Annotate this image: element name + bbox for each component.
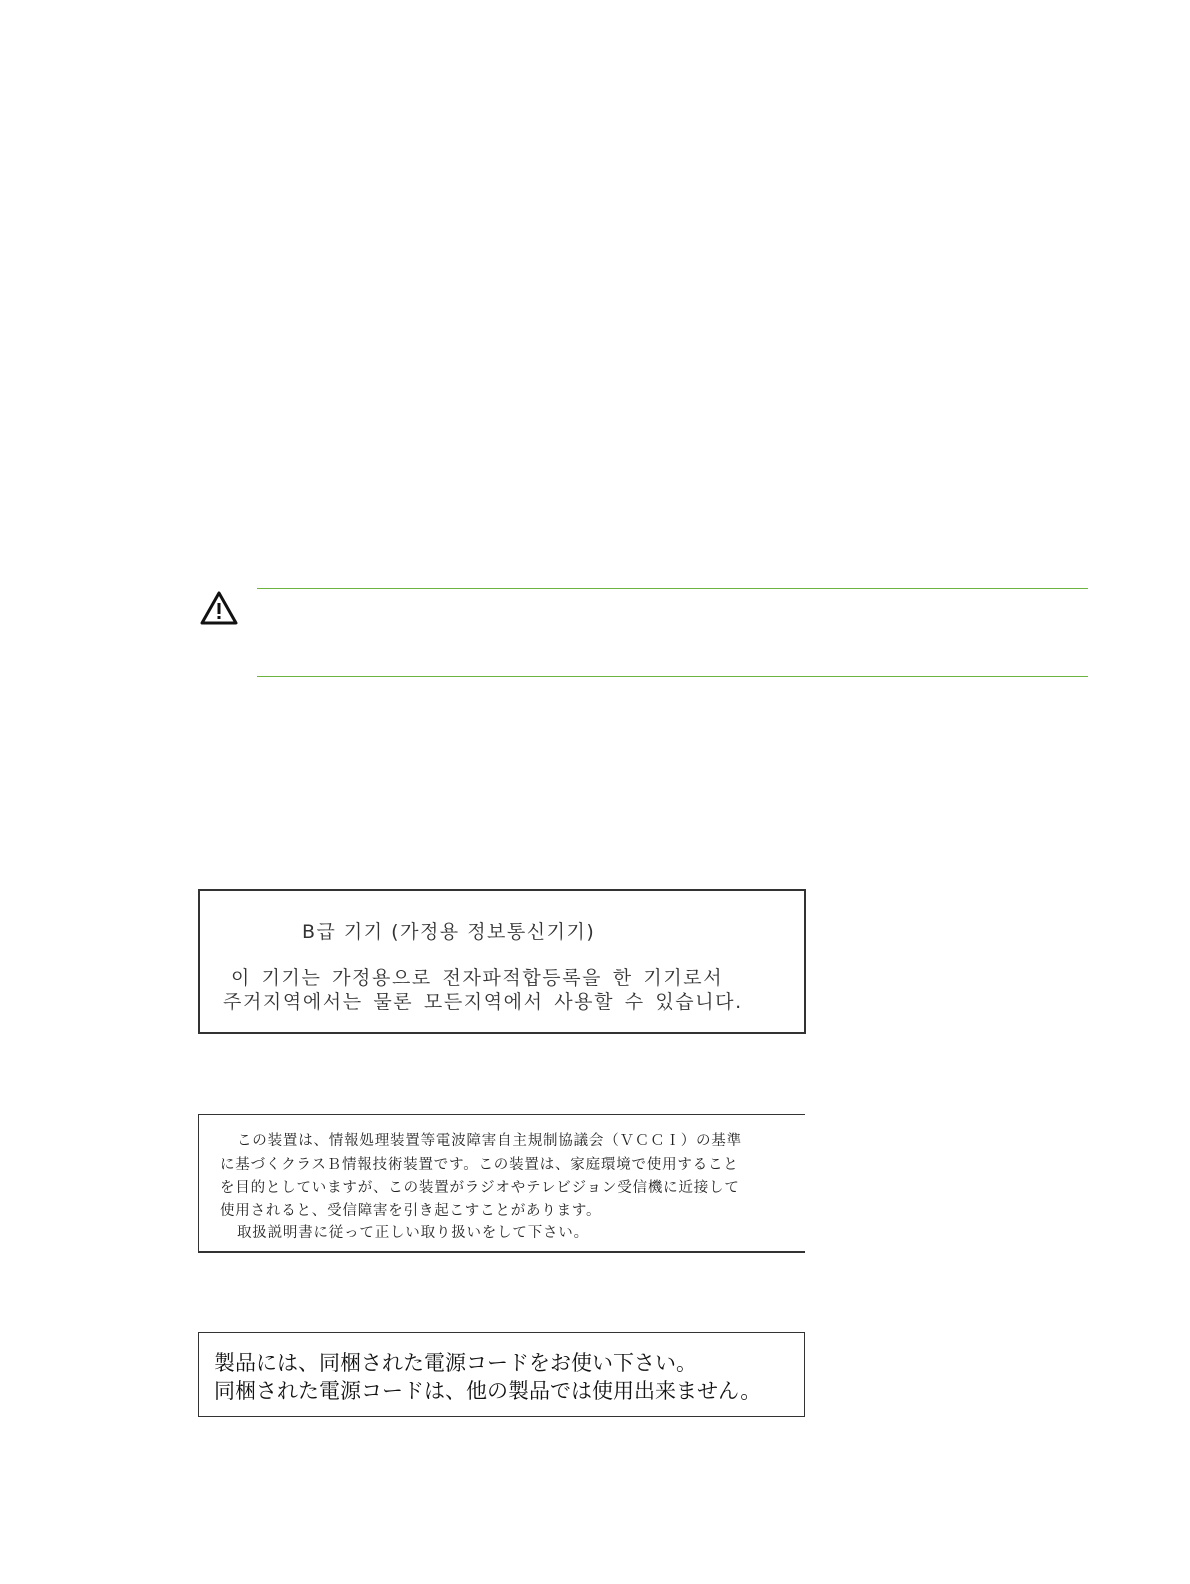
power-cord-notice-line: 製品には、同梱された電源コードをお使い下さい。: [214, 1351, 697, 1375]
power-cord-notice-box: [198, 1332, 805, 1417]
korean-notice-line: 이 기기는 가정용으로 전자파적합등록을 한 기기로서: [231, 967, 724, 989]
vcci-notice-line: に基づくクラスＢ情報技術装置です。この装置は、家庭環境で使用すること: [220, 1157, 739, 1173]
warning-rule-bottom: [257, 676, 1088, 677]
korean-notice-title: B급 기기 (가정용 정보통신기기): [302, 921, 596, 943]
warning-rule-top: [257, 588, 1088, 589]
vcci-notice-line: 取扱説明書に従って正しい取り扱いをして下さい。: [237, 1225, 589, 1241]
warning-icon: [199, 590, 239, 626]
power-cord-notice-line: 同梱された電源コードは、他の製品では使用出来ません。: [214, 1379, 762, 1403]
vcci-notice-line: 使用されると、受信障害を引き起こすことがあります。: [220, 1203, 602, 1219]
korean-notice-box: [198, 889, 806, 1034]
korean-notice-line: 주거지역에서는 물론 모든지역에서 사용할 수 있습니다.: [223, 991, 743, 1013]
vcci-notice-line: この装置は、情報処理装置等電波障害自主規制協議会（ＶＣＣＩ）の基準: [237, 1133, 742, 1149]
vcci-notice-box: [198, 1114, 805, 1253]
vcci-notice-line: を目的としていますが、この装置がラジオやテレビジョン受信機に近接して: [220, 1180, 740, 1196]
